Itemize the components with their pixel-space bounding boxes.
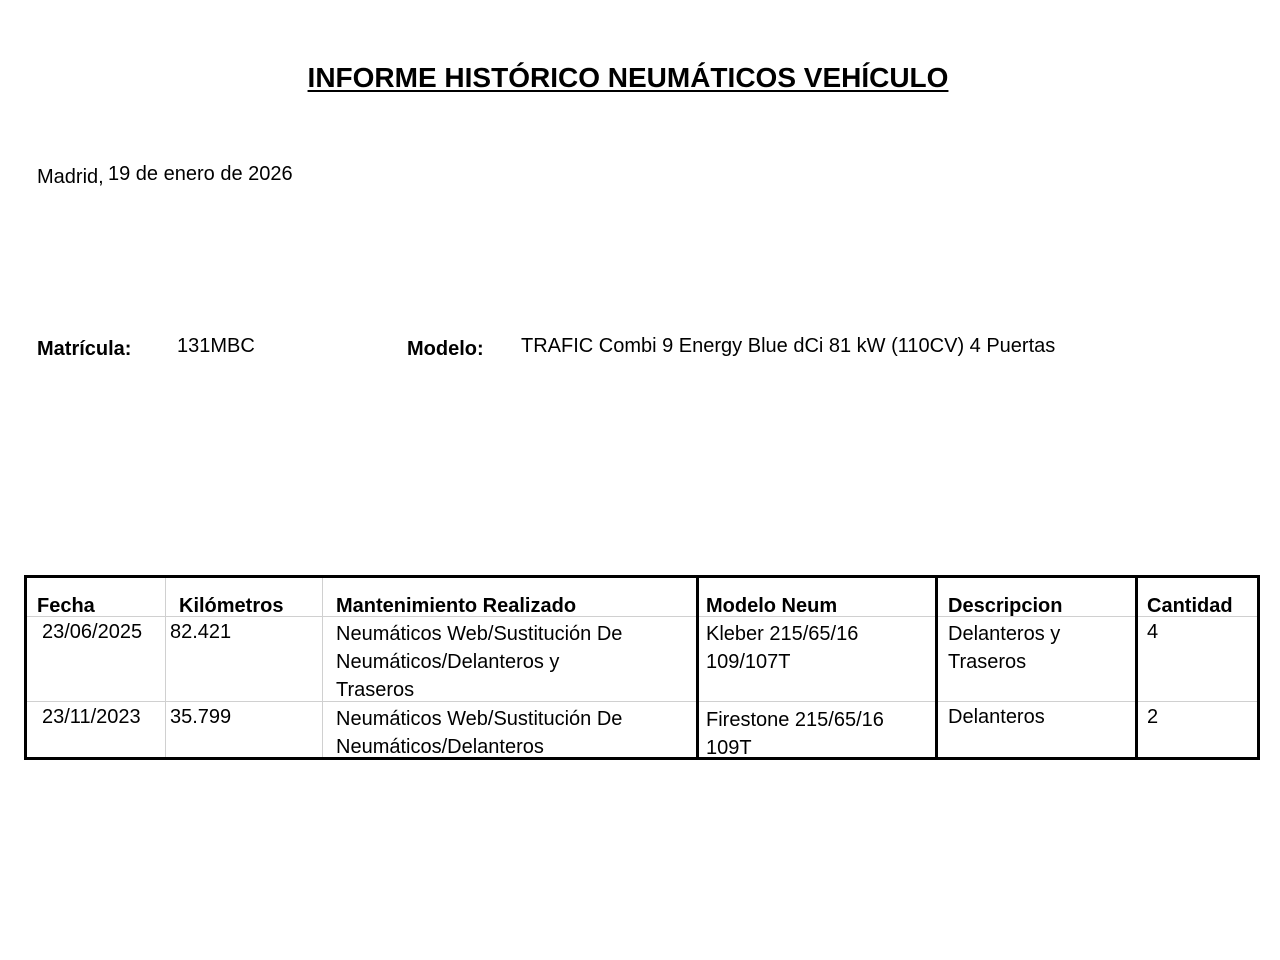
- row2-descripcion: Delanteros: [948, 706, 1045, 728]
- row1-descripcion: Delanteros y Traseros: [948, 623, 1061, 673]
- report-date: 19 de enero de 2026: [108, 163, 293, 185]
- matricula-value: 131MBC: [177, 335, 255, 357]
- column-divider: [1135, 578, 1138, 757]
- report-title: INFORME HISTÓRICO NEUMÁTICOS VEHÍCULO: [307, 62, 949, 93]
- row2-cantidad: 2: [1147, 706, 1159, 728]
- header-descripcion: Descripcion: [948, 595, 1063, 617]
- tyre-history-table: [24, 575, 1260, 760]
- row1-modelo-neum: Kleber 215/65/16 109/107T: [706, 623, 859, 673]
- modelo-label: Modelo:: [407, 338, 484, 360]
- column-divider: [322, 578, 323, 757]
- row2-fecha: 23/11/2023: [42, 706, 141, 728]
- column-divider: [696, 578, 699, 757]
- modelo-value: TRAFIC Combi 9 Energy Blue dCi 81 kW (110CV) 4 Puertas: [521, 335, 1056, 357]
- header-modelo-neum: Modelo Neum: [706, 595, 838, 617]
- column-divider: [935, 578, 938, 757]
- row1-fecha: 23/06/2025: [42, 621, 143, 643]
- header-mantenimiento: Mantenimiento Realizado: [336, 595, 577, 617]
- matricula-label: Matrícula:: [37, 338, 132, 360]
- row2-mantenimiento: Neumáticos Web/Sustitución De Neumáticos/Delanteros: [336, 708, 623, 758]
- row1-cantidad: 4: [1147, 621, 1159, 643]
- row1-km: 82.421: [170, 621, 232, 643]
- row2-modelo-neum: Firestone 215/65/16 109T: [706, 709, 884, 759]
- row-divider: [27, 701, 1257, 702]
- row2-km: 35.799: [170, 706, 232, 728]
- column-divider: [165, 578, 166, 757]
- row1-mantenimiento: Neumáticos Web/Sustitución De Neumáticos/Delanteros y Traseros: [336, 623, 623, 701]
- header-cantidad: Cantidad: [1147, 595, 1233, 617]
- report-place: Madrid,: [37, 166, 104, 188]
- header-fecha: Fecha: [37, 595, 95, 617]
- header-kilometros: Kilómetros: [179, 595, 284, 617]
